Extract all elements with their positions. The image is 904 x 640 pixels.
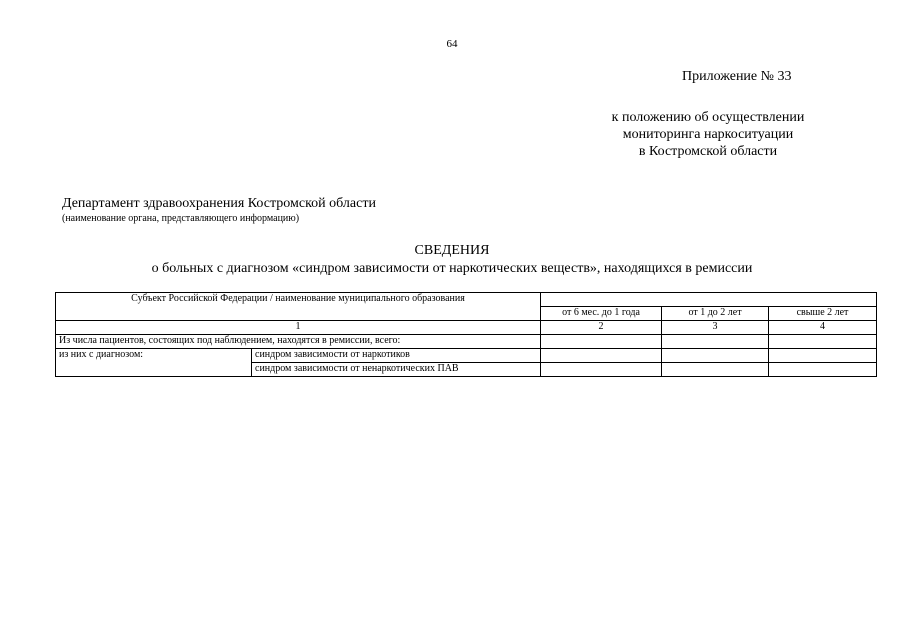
value-cell[interactable] <box>541 349 662 363</box>
annex-title: Приложение № 33 <box>682 69 792 84</box>
annex-line-1: к положению об осуществлении <box>611 110 805 125</box>
column-number-2: 2 <box>541 321 662 335</box>
value-cell[interactable] <box>662 335 769 349</box>
total-remission-label: Из числа пациентов, состоящих под наблюдением, находятся в ремиссии, всего: <box>56 335 541 349</box>
period-group-header-cell <box>541 293 877 307</box>
diagnosis-group-label: из них с диагнозом: <box>56 349 252 377</box>
value-cell[interactable] <box>662 349 769 363</box>
report-subtitle: о больных с диагнозом «синдром зависимости от наркотических веществ», находящихся в ремиссии <box>151 261 753 276</box>
report-table <box>55 292 877 377</box>
table-row <box>56 349 877 363</box>
diagnosis-drugs-label: синдром зависимости от наркотиков <box>252 349 541 363</box>
column-number-3: 3 <box>662 321 769 335</box>
annex-line-2: мониторинга наркоситуации <box>622 127 794 142</box>
value-cell[interactable] <box>541 363 662 377</box>
report-title: СВЕДЕНИЯ <box>414 243 490 258</box>
column-number-1: 1 <box>56 321 541 335</box>
value-cell[interactable] <box>769 335 877 349</box>
table-header-row <box>56 293 877 307</box>
page-number: 64 <box>446 38 458 50</box>
annex-line-3: в Костромской области <box>638 144 778 159</box>
period-header-over-2y: свыше 2 лет <box>769 307 877 321</box>
value-cell[interactable] <box>769 349 877 363</box>
diagnosis-non-drug-label: синдром зависимости от ненаркотических ПАВ <box>252 363 541 377</box>
annex-regulation <box>508 109 904 160</box>
period-header-1y-2y: от 1 до 2 лет <box>662 307 769 321</box>
value-cell[interactable] <box>662 363 769 377</box>
subject-header-cell: Субъект Российской Федерации / наименование муниципального образования <box>56 293 541 321</box>
table-row <box>56 335 877 349</box>
column-number-row <box>56 321 877 335</box>
value-cell[interactable] <box>769 363 877 377</box>
organization-note: (наименование органа, представляющего информацию) <box>62 213 300 224</box>
period-header-6m-1y: от 6 мес. до 1 года <box>541 307 662 321</box>
column-number-4: 4 <box>769 321 877 335</box>
organization-name: Департамент здравоохранения Костромской области <box>62 196 376 211</box>
value-cell[interactable] <box>541 335 662 349</box>
